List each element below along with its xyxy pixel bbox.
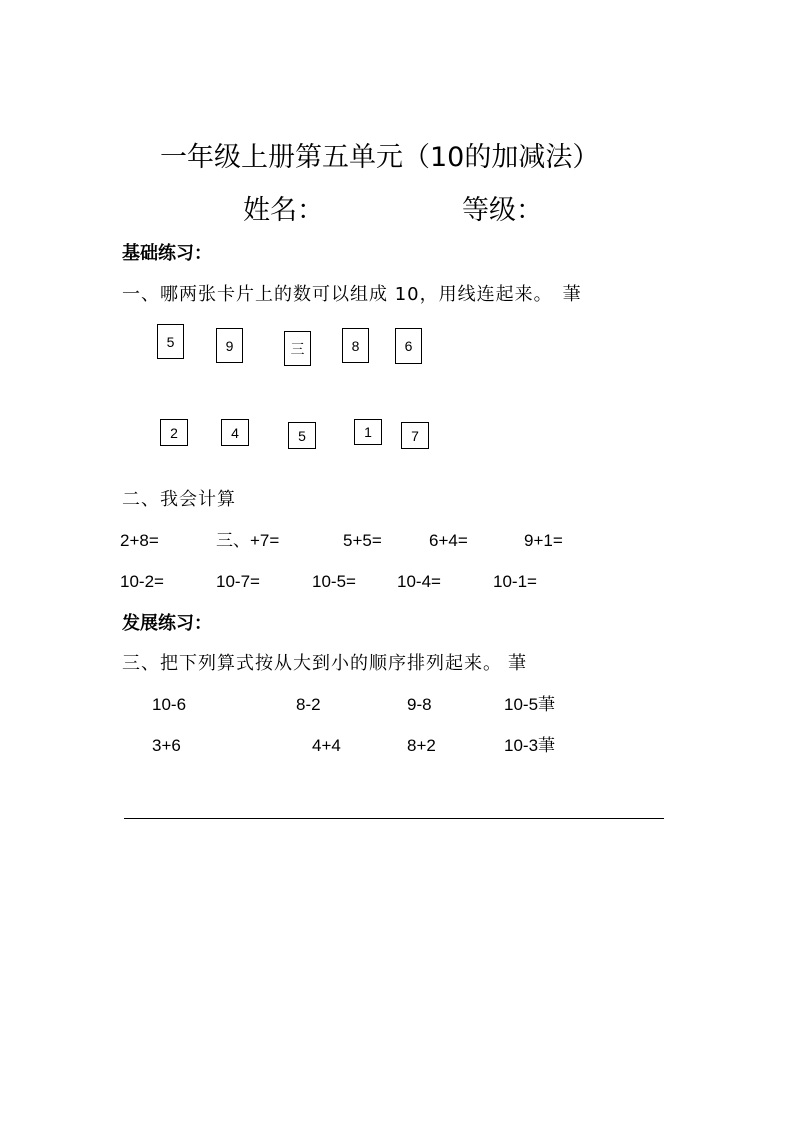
- calc-expression: 9+1=: [524, 531, 563, 550]
- number-card: 8: [342, 328, 369, 363]
- calc-expression: 10-5=: [312, 572, 356, 591]
- sort-expression: 10-5茟: [504, 695, 556, 714]
- sort-expression: 10-3茟: [504, 736, 556, 755]
- basic-heading: 基础练习：: [122, 243, 212, 264]
- sort-expression: 4+4: [312, 736, 341, 755]
- number-card: 6: [395, 328, 422, 364]
- page-title: 一年级上册第五单元（10的加减法）: [160, 142, 600, 173]
- question-1-mark: 茟: [562, 284, 582, 305]
- number-card: 9: [216, 328, 243, 363]
- question-1: [122, 284, 582, 306]
- number-card: 1: [354, 419, 382, 445]
- calc-expression: 6+4=: [429, 531, 468, 550]
- calc-expression: 10-7=: [216, 572, 260, 591]
- question-3-mark: 茟: [508, 653, 527, 674]
- number-card: 5: [288, 422, 316, 449]
- grade-label: 等级：: [462, 195, 543, 226]
- number-card: 7: [401, 422, 429, 449]
- sort-expression: 3+6: [152, 736, 181, 755]
- question-1-text: 一、哪两张卡片上的数可以组成 10，用线连起来。: [122, 284, 553, 305]
- answer-line: [124, 818, 664, 819]
- calc-expression: 10-1=: [493, 572, 537, 591]
- number-card: 5: [157, 324, 184, 359]
- sort-expression: 10-6: [152, 695, 187, 714]
- number-card: 2: [160, 419, 188, 446]
- calc-expression: 2+8=: [120, 531, 159, 550]
- calc-expression: 5+5=: [343, 531, 382, 550]
- sort-expression: 9-8: [407, 695, 432, 714]
- sort-expression: 8+2: [407, 736, 436, 755]
- calc-expression: 三、+7=: [216, 531, 280, 550]
- calc-expression: 10-2=: [120, 572, 164, 591]
- number-card: 4: [221, 419, 249, 446]
- name-label: 姓名：: [243, 195, 324, 226]
- question-3: [122, 653, 527, 675]
- calc-expression: 10-4=: [397, 572, 441, 591]
- number-card: 三: [284, 331, 311, 366]
- question-3-text: 三、把下列算式按从大到小的顺序排列起来。: [122, 653, 502, 674]
- develop-heading: 发展练习：: [122, 613, 212, 634]
- question-2: 二、我会计算: [122, 489, 236, 510]
- sort-expression: 8-2: [296, 695, 321, 714]
